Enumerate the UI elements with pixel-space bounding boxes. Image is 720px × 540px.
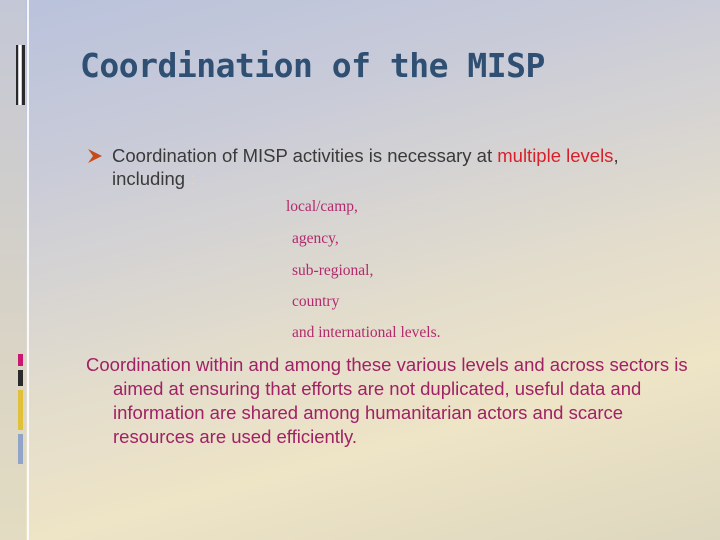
- bullet-faint-colon: :: [190, 168, 196, 189]
- bullet-text: [112, 144, 672, 190]
- accent-bar: [18, 390, 23, 430]
- level-item: agency,: [292, 230, 339, 247]
- level-item: local/camp,: [286, 198, 358, 215]
- level-item: and international levels.: [292, 324, 441, 341]
- margin-divider-line: [27, 0, 29, 540]
- level-item: country: [292, 293, 340, 310]
- bullet-text-start: Coordination of MISP activities is necessary at: [112, 145, 498, 166]
- accent-bars-bottom: [16, 354, 26, 464]
- accent-bar: [22, 45, 25, 105]
- bullet-text-end: , including: [112, 145, 619, 189]
- level-item: sub-regional,: [292, 262, 374, 279]
- accent-bar: [16, 45, 18, 105]
- accent-bar: [18, 354, 23, 366]
- bullet-highlight: multiple levels: [497, 145, 614, 166]
- arrow-bullet-icon: [86, 147, 104, 165]
- slide-title: Coordination of the MISP: [80, 46, 545, 85]
- accent-bar: [18, 370, 23, 386]
- accent-bar: [18, 434, 23, 464]
- coordination-paragraph: Coordination within and among these various levels and across sectors is aimed at ensuring that efforts are not duplicated, useful data and information are shared among humanitarian actors and scarce resources are used efficiently.: [86, 354, 688, 447]
- accent-bar: [19, 45, 21, 105]
- accent-bars-top: [16, 45, 26, 105]
